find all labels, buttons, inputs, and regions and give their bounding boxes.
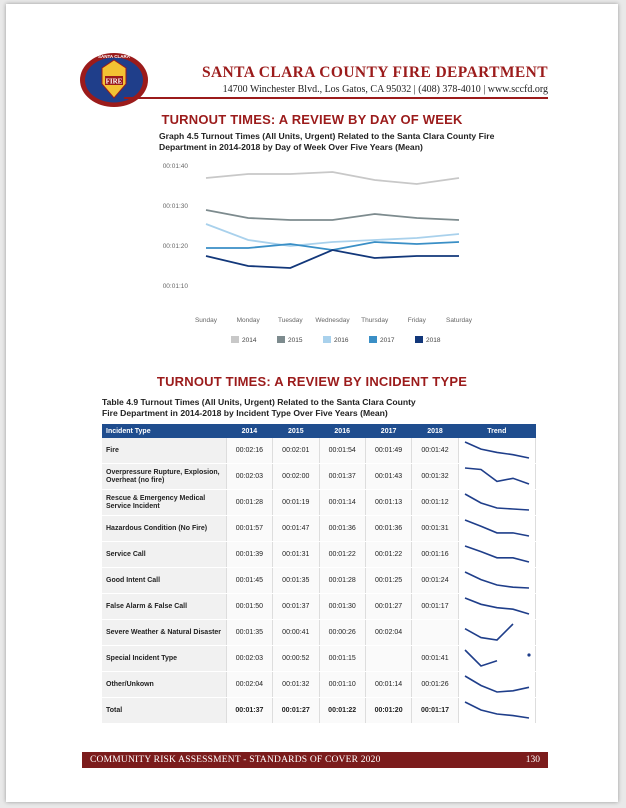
- value-cell: 00:01:36: [365, 516, 411, 542]
- incident-type-cell: Service Call: [102, 542, 226, 568]
- trend-sparkline-cell: [458, 464, 535, 490]
- trend-sparkline: [462, 543, 532, 565]
- page-footer: [82, 752, 548, 768]
- value-cell: 00:01:22: [319, 698, 365, 724]
- incident-type-cell: Hazardous Condition (No Fire): [102, 516, 226, 542]
- value-cell: 00:01:16: [412, 542, 458, 568]
- trend-sparkline: [462, 621, 532, 643]
- trend-sparkline: [462, 647, 532, 669]
- trend-sparkline-cell: [458, 438, 535, 464]
- y-tick-label: 00:01:30: [162, 203, 188, 210]
- value-cell: 00:01:50: [226, 594, 272, 620]
- trend-sparkline-cell: [458, 594, 535, 620]
- trend-line: [465, 494, 529, 510]
- incident-type-cell: False Alarm & False Call: [102, 594, 226, 620]
- trend-sparkline: [462, 699, 532, 721]
- value-cell: 00:01:25: [365, 568, 411, 594]
- trend-line: [465, 650, 497, 666]
- value-cell: 00:01:32: [412, 464, 458, 490]
- value-cell: 00:01:32: [273, 672, 319, 698]
- value-cell: 00:01:39: [226, 542, 272, 568]
- legend-swatch: [369, 336, 377, 343]
- trend-line: [465, 546, 529, 562]
- y-tick-label: 00:01:40: [162, 163, 188, 170]
- value-cell: 00:02:03: [226, 646, 272, 672]
- legend-label: 2014: [242, 337, 257, 344]
- value-cell: 00:01:28: [319, 568, 365, 594]
- header-2015: 2015: [273, 424, 319, 438]
- trend-line: [465, 520, 529, 536]
- value-cell: 00:01:13: [365, 490, 411, 516]
- y-tick-label: 00:01:20: [162, 243, 188, 250]
- header-2016: 2016: [319, 424, 365, 438]
- value-cell: 00:01:37: [273, 594, 319, 620]
- x-tick-label: Monday: [236, 317, 260, 324]
- value-cell: 00:00:41: [273, 620, 319, 646]
- incident-type-cell: Severe Weather & Natural Disaster: [102, 620, 226, 646]
- legend-label: 2015: [288, 337, 303, 344]
- value-cell: 00:01:14: [365, 672, 411, 698]
- value-cell: 00:01:17: [412, 698, 458, 724]
- trend-sparkline: [462, 673, 532, 695]
- header-2014: 2014: [226, 424, 272, 438]
- incident-type-cell: Overpressure Rupture, Explosion, Overheat (no fire): [102, 464, 226, 490]
- value-cell: 00:00:26: [319, 620, 365, 646]
- value-cell: 00:01:28: [226, 490, 272, 516]
- value-cell: 00:01:12: [412, 490, 458, 516]
- header-divider: [124, 97, 548, 99]
- trend-line: [465, 598, 529, 614]
- value-cell: 00:01:45: [226, 568, 272, 594]
- value-cell: 00:01:36: [319, 516, 365, 542]
- page-number: 130: [525, 755, 540, 765]
- table-caption-line1: Table 4.9 Turnout Times (All Units, Urgent) Related to the Santa Clara County: [102, 397, 416, 407]
- section-title-incident-type: TURNOUT TIMES: A REVIEW BY INCIDENT TYPE: [156, 374, 468, 389]
- value-cell: 00:01:15: [319, 646, 365, 672]
- trend-point: [527, 653, 530, 656]
- table-row: [102, 672, 536, 698]
- table-row: [102, 698, 536, 724]
- trend-sparkline: [462, 465, 532, 487]
- legend-label: 2017: [380, 337, 395, 344]
- value-cell: 00:01:54: [319, 438, 365, 464]
- table-row: [102, 464, 536, 490]
- incident-type-cell: Special Incident Type: [102, 646, 226, 672]
- value-cell: 00:01:35: [273, 568, 319, 594]
- value-cell: 00:01:41: [412, 646, 458, 672]
- value-cell: 00:02:04: [365, 620, 411, 646]
- table-caption-line2: Fire Department in 2014-2018 by Incident Type Over Five Years (Mean): [102, 408, 388, 418]
- legend-label: 2018: [426, 337, 441, 344]
- value-cell: 00:01:37: [319, 464, 365, 490]
- incident-type-cell: Total: [102, 698, 226, 724]
- x-tick-label: Wednesday: [315, 317, 350, 324]
- value-cell: 00:01:31: [412, 516, 458, 542]
- trend-line: [465, 468, 529, 484]
- value-cell: [412, 620, 458, 646]
- series-line-2017: [206, 242, 459, 250]
- trend-line: [465, 702, 529, 718]
- header-2017: 2017: [365, 424, 411, 438]
- header-trend: Trend: [458, 424, 535, 438]
- graph-caption: [159, 131, 494, 153]
- table-header-row: [102, 424, 536, 438]
- value-cell: 00:01:24: [412, 568, 458, 594]
- header-2018: 2018: [412, 424, 458, 438]
- value-cell: 00:01:27: [273, 698, 319, 724]
- table-row: [102, 568, 536, 594]
- value-cell: 00:01:31: [273, 542, 319, 568]
- value-cell: 00:02:03: [226, 464, 272, 490]
- series-line-2016: [206, 224, 459, 246]
- svg-text:FIRE: FIRE: [105, 77, 123, 86]
- value-cell: 00:01:19: [273, 490, 319, 516]
- trend-line: [465, 572, 529, 588]
- value-cell: 00:01:27: [365, 594, 411, 620]
- value-cell: 00:01:49: [365, 438, 411, 464]
- trend-sparkline: [462, 569, 532, 591]
- legend-swatch: [415, 336, 423, 343]
- x-tick-label: Friday: [407, 317, 426, 324]
- svg-text:SANTA CLARA: SANTA CLARA: [98, 54, 130, 59]
- value-cell: 00:01:42: [412, 438, 458, 464]
- value-cell: 00:01:43: [365, 464, 411, 490]
- incident-type-table: [102, 424, 536, 724]
- trend-sparkline-cell: [458, 646, 535, 672]
- incident-type-cell: Fire: [102, 438, 226, 464]
- department-name: SANTA CLARA COUNTY FIRE DEPARTMENT: [201, 64, 548, 81]
- x-tick-label: Saturday: [445, 317, 473, 324]
- trend-sparkline-cell: [458, 542, 535, 568]
- value-cell: 00:01:22: [365, 542, 411, 568]
- series-line-2014: [206, 172, 459, 184]
- trend-sparkline-cell: [458, 698, 535, 724]
- day-of-week-line-chart: [146, 156, 486, 356]
- value-cell: [365, 646, 411, 672]
- table-row: [102, 542, 536, 568]
- x-tick-label: Thursday: [361, 317, 389, 324]
- footer-title: COMMUNITY RISK ASSESSMENT - STANDARDS OF COVER 2020: [90, 755, 381, 765]
- trend-sparkline-cell: [458, 672, 535, 698]
- value-cell: 00:02:00: [273, 464, 319, 490]
- trend-line: [465, 624, 513, 640]
- section-title-day-of-week: TURNOUT TIMES: A REVIEW BY DAY OF WEEK: [161, 112, 463, 127]
- value-cell: 00:01:14: [319, 490, 365, 516]
- table-row: [102, 490, 536, 516]
- legend-swatch: [231, 336, 239, 343]
- trend-sparkline-cell: [458, 568, 535, 594]
- incident-type-cell: Other/Unkown: [102, 672, 226, 698]
- table-row: [102, 438, 536, 464]
- trend-sparkline: [462, 439, 532, 461]
- value-cell: 00:02:04: [226, 672, 272, 698]
- table-row: [102, 620, 536, 646]
- table-caption: [102, 397, 416, 419]
- department-address: 14700 Winchester Blvd., Los Gatos, CA 95032 | (408) 378-4010 | www.sccfd.org: [222, 84, 548, 95]
- trend-sparkline-cell: [458, 516, 535, 542]
- trend-sparkline-cell: [458, 620, 535, 646]
- legend-swatch: [277, 336, 285, 343]
- trend-line: [465, 676, 529, 692]
- series-line-2018: [206, 250, 459, 268]
- x-tick-label: Tuesday: [277, 317, 303, 324]
- value-cell: 00:02:16: [226, 438, 272, 464]
- value-cell: 00:01:37: [226, 698, 272, 724]
- document-page: [6, 4, 618, 802]
- value-cell: 00:01:20: [365, 698, 411, 724]
- incident-type-cell: Rescue & Emergency Medical Service Incident: [102, 490, 226, 516]
- trend-sparkline-cell: [458, 490, 535, 516]
- trend-sparkline: [462, 517, 532, 539]
- value-cell: 00:01:17: [412, 594, 458, 620]
- table-row: [102, 516, 536, 542]
- trend-sparkline: [462, 491, 532, 513]
- table-row: [102, 646, 536, 672]
- value-cell: 00:01:47: [273, 516, 319, 542]
- table-row: [102, 594, 536, 620]
- value-cell: 00:01:35: [226, 620, 272, 646]
- x-tick-label: Sunday: [194, 317, 218, 324]
- legend-label: 2016: [334, 337, 349, 344]
- incident-type-cell: Good Intent Call: [102, 568, 226, 594]
- trend-sparkline: [462, 595, 532, 617]
- graph-caption-line2: Department in 2014-2018 by Day of Week Over Five Years (Mean): [159, 142, 423, 152]
- fire-department-logo: [76, 48, 152, 108]
- graph-caption-line1: Graph 4.5 Turnout Times (All Units, Urgent) Related to the Santa Clara County Fire: [159, 131, 495, 141]
- value-cell: 00:01:22: [319, 542, 365, 568]
- y-tick-label: 00:01:10: [162, 283, 188, 290]
- trend-line: [465, 442, 529, 458]
- series-line-2015: [206, 210, 459, 220]
- value-cell: 00:00:52: [273, 646, 319, 672]
- header-incident-type: Incident Type: [102, 424, 226, 438]
- value-cell: 00:01:57: [226, 516, 272, 542]
- value-cell: 00:02:01: [273, 438, 319, 464]
- value-cell: 00:01:26: [412, 672, 458, 698]
- legend-swatch: [323, 336, 331, 343]
- value-cell: 00:01:30: [319, 594, 365, 620]
- value-cell: 00:01:10: [319, 672, 365, 698]
